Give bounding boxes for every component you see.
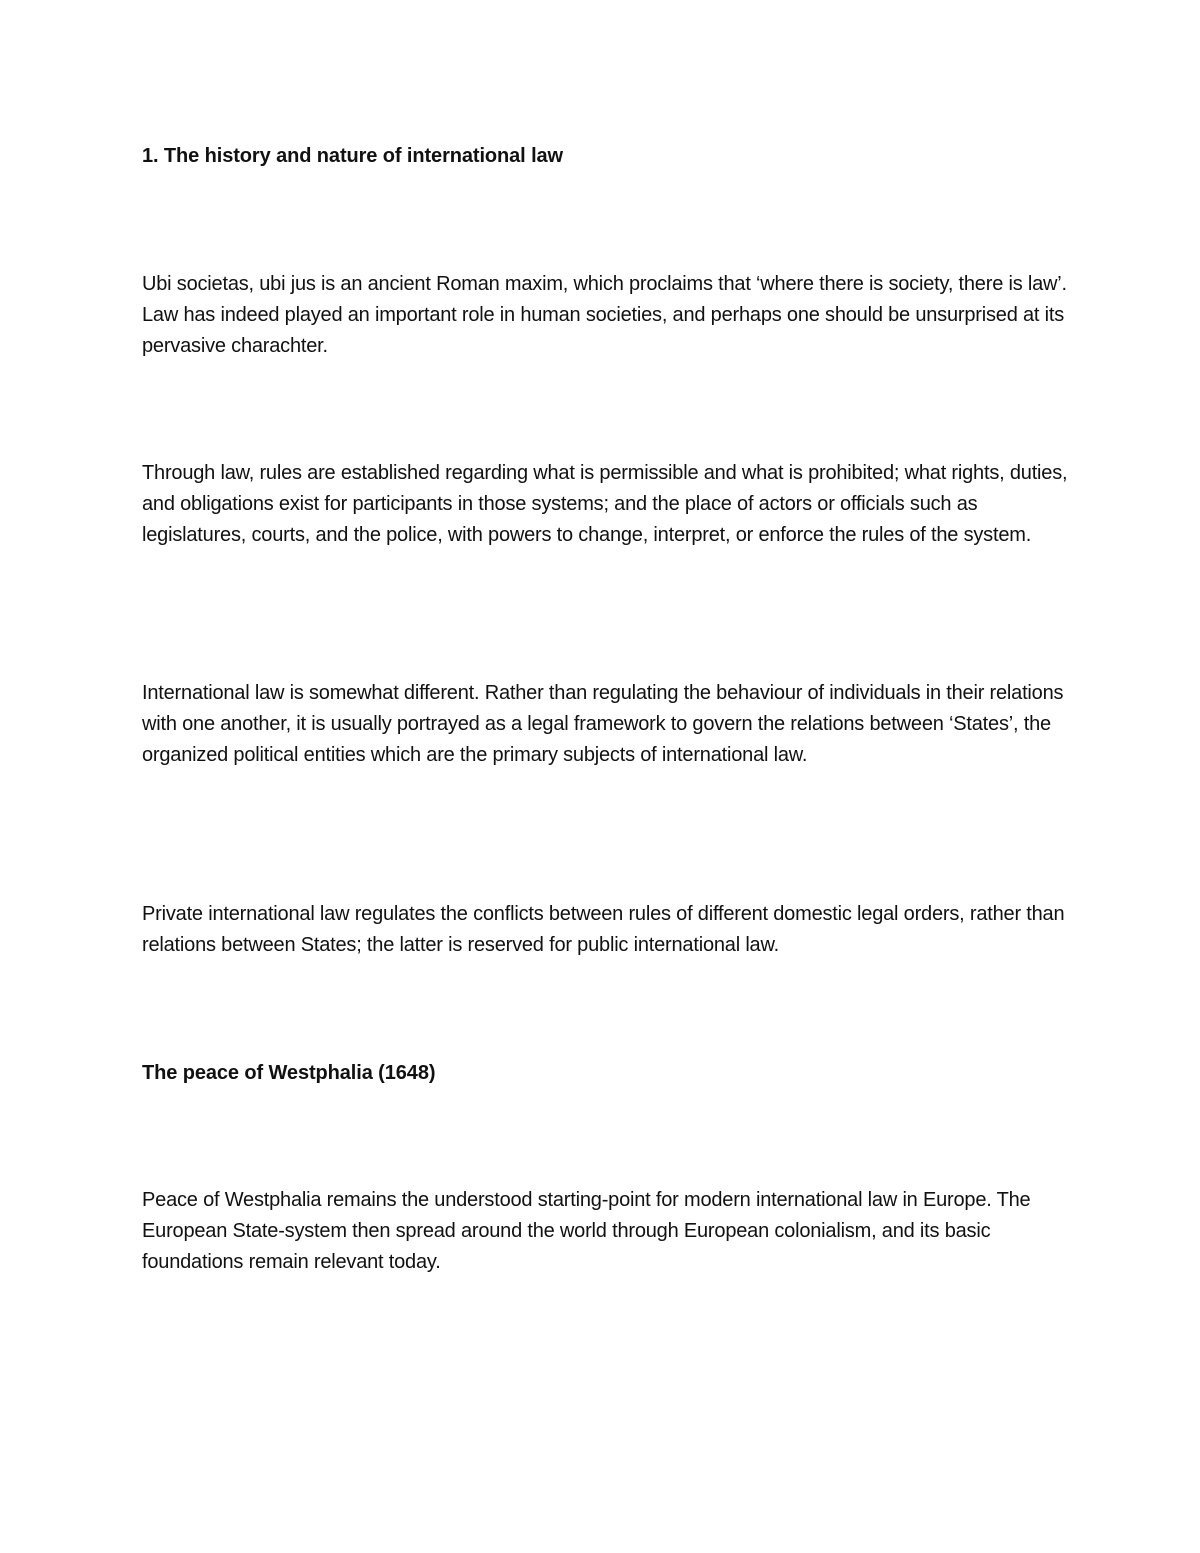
paragraph-ubi-societas: Ubi societas, ubi jus is an ancient Roman maxim, which proclaims that ‘where there is society, there is law’. Law has indeed played an important role in human societies, and perhaps one should be unsurprised at its pervasive charachter. — [142, 273, 1067, 357]
section-heading-westphalia: The peace of Westphalia (1648) — [142, 1062, 436, 1084]
paragraph-international-law: International law is somewhat different. Rather than regulating the behaviour of individuals in their relations with one another, it is usually portrayed as a legal framework to govern the relations between ‘States’, the organized political entities which are the primary subjects of international law. — [142, 682, 1064, 766]
paragraph-private-international-law: Private international law regulates the conflicts between rules of different domestic legal orders, rather than relations between States; the latter is reserved for public international law. — [142, 903, 1065, 956]
paragraph-peace-of-westphalia: Peace of Westphalia remains the understood starting-point for modern international law in Europe. The European State-system then spread around the world through European colonialism, and its basic foundations remain relevant today. — [142, 1189, 1031, 1273]
document-title: 1. The history and nature of international law — [142, 145, 564, 167]
paragraph-through-law: Through law, rules are established regarding what is permissible and what is prohibited; what rights, duties, and obligations exist for participants in those systems; and the place of actors or officials such as legislatures, courts, and the police, with powers to change, interpret, or enforce the rules of the system. — [142, 462, 1068, 546]
